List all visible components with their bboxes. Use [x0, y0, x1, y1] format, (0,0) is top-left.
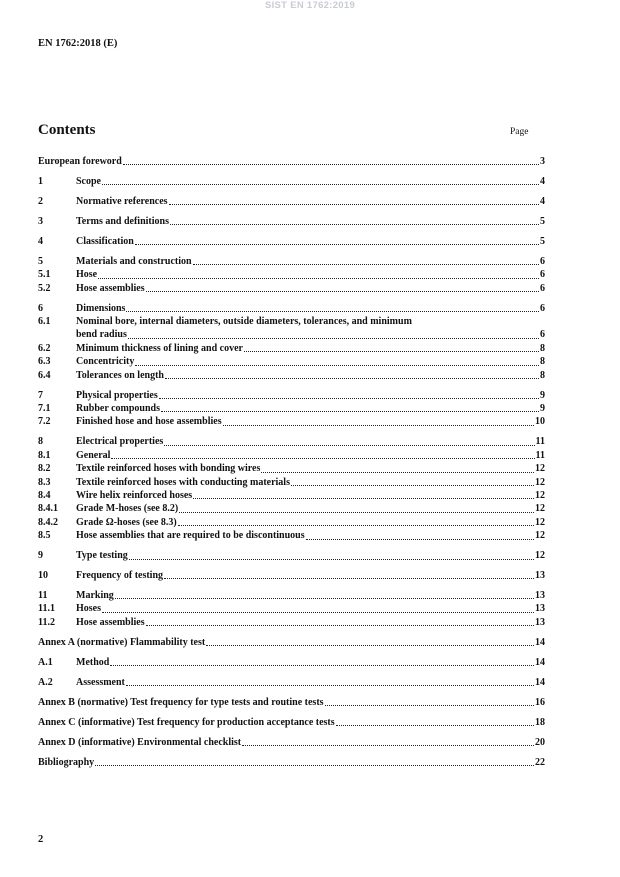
toc-entry-title: Concentricity	[76, 356, 135, 368]
toc-entry[interactable]	[38, 636, 545, 649]
toc-entry-title: Hose assemblies	[76, 616, 145, 628]
toc-entry[interactable]	[38, 549, 545, 562]
toc-entry-page: 13	[535, 616, 545, 628]
toc-entry[interactable]	[38, 449, 545, 462]
toc-entry-number: 7	[38, 389, 43, 401]
toc-entry-page: 12	[535, 503, 545, 515]
toc-entry-number: 6.1	[38, 316, 51, 328]
dot-leader	[126, 685, 534, 686]
toc-entry[interactable]	[38, 656, 545, 669]
dot-leader	[179, 512, 534, 513]
toc-entry-page: 6	[540, 255, 545, 267]
toc-entry[interactable]	[38, 462, 545, 475]
toc-entry-title: Assessment	[76, 676, 125, 688]
dot-leader	[159, 398, 539, 399]
toc-entry[interactable]	[38, 756, 545, 769]
toc-entry-title: Marking	[76, 590, 114, 602]
toc-entry-number: 8.1	[38, 449, 51, 461]
toc-entry-page: 18	[535, 716, 545, 728]
toc-entry[interactable]	[38, 268, 545, 281]
toc-entry-page: 12	[535, 463, 545, 475]
toc-entry-title: Finished hose and hose assemblies	[76, 416, 222, 428]
toc-entry[interactable]	[38, 235, 545, 248]
toc-entry-title-continued: bend radius	[76, 329, 127, 341]
dot-leader	[291, 485, 534, 486]
toc-entry-number: 11.2	[38, 616, 55, 628]
toc-entry-number: 8.4.2	[38, 516, 58, 528]
toc-entry-number: 7.2	[38, 416, 51, 428]
toc-group	[38, 302, 545, 382]
toc-entry-number: 1	[38, 175, 43, 187]
toc-group	[38, 235, 545, 248]
toc-entry[interactable]	[38, 369, 545, 382]
toc-entry[interactable]	[38, 195, 545, 208]
toc-entry-page: 8	[540, 356, 545, 368]
toc-entry-title: Classification	[76, 235, 134, 247]
dot-leader	[244, 351, 539, 352]
toc-entry-title: Hose	[76, 269, 98, 281]
toc-entry-number: 11	[38, 590, 48, 602]
dot-leader	[206, 645, 534, 646]
toc-entry[interactable]	[38, 389, 545, 402]
toc-entry-number: 8.5	[38, 530, 51, 542]
toc-group	[38, 736, 545, 749]
toc-entry-title: Method	[76, 656, 110, 668]
watermark: SIST EN 1762:2019	[264, 0, 356, 11]
toc-entry-title: Minimum thickness of lining and cover	[76, 342, 243, 354]
toc-entry-number: 5.1	[38, 269, 51, 281]
dot-leader	[111, 458, 534, 459]
toc-entry[interactable]	[38, 415, 545, 428]
dot-leader	[95, 765, 534, 766]
dot-leader	[169, 204, 539, 205]
toc-entry-number: A.2	[38, 676, 53, 688]
toc-group	[38, 636, 545, 649]
toc-entry[interactable]	[38, 175, 545, 188]
toc-entry[interactable]	[38, 255, 545, 268]
toc-entry-page: 8	[540, 369, 545, 381]
toc-entry-number: 9	[38, 550, 43, 562]
toc-entry-title: Hoses	[76, 603, 101, 615]
toc-entry-title: Wire helix reinforced hoses	[76, 489, 193, 501]
toc-entry-title: Scope	[76, 175, 101, 187]
dot-leader	[164, 445, 534, 446]
toc-group	[38, 195, 545, 208]
toc-entry-page: 5	[540, 235, 545, 247]
toc-entry-page: 13	[535, 590, 545, 602]
toc-group	[38, 716, 545, 729]
toc-group	[38, 215, 545, 228]
dot-leader	[126, 311, 539, 312]
toc-entry-page: 12	[535, 550, 545, 562]
toc-group	[38, 589, 545, 629]
toc-group	[38, 549, 545, 562]
toc-entry-page: 12	[535, 489, 545, 501]
toc-group	[38, 696, 545, 709]
toc-entry-number: 8.4.1	[38, 503, 58, 515]
dot-leader	[115, 598, 534, 599]
toc-entry-page: 14	[535, 636, 545, 648]
toc-entry-title: Materials and construction	[76, 255, 192, 267]
dot-leader	[135, 365, 539, 366]
dot-leader	[123, 164, 539, 165]
toc-entry[interactable]	[38, 602, 545, 615]
dot-leader	[193, 264, 539, 265]
table-of-contents	[38, 155, 545, 776]
toc-entry-title: Annex B (normative) Test frequency for type tests and routine tests	[38, 696, 324, 708]
toc-entry-page: 6	[540, 329, 545, 341]
dot-leader	[261, 472, 534, 473]
toc-entry-title: Textile reinforced hoses with conducting materials	[76, 476, 290, 488]
toc-group	[38, 255, 545, 295]
toc-entry-number: 6.2	[38, 342, 51, 354]
toc-entry[interactable]	[38, 569, 545, 582]
dot-leader	[336, 725, 534, 726]
toc-entry-page: 14	[535, 676, 545, 688]
dot-leader	[242, 745, 534, 746]
toc-entry-page: 10	[535, 416, 545, 428]
toc-entry[interactable]	[38, 315, 545, 328]
toc-entry-number: 8	[38, 436, 43, 448]
toc-entry-title: Hose assemblies	[76, 282, 145, 294]
toc-entry-page: 20	[535, 736, 545, 748]
toc-entry[interactable]	[38, 696, 545, 709]
toc-entry[interactable]	[38, 716, 545, 729]
toc-entry-title: Bibliography	[38, 756, 95, 768]
toc-entry-number: 5	[38, 255, 43, 267]
toc-entry[interactable]	[38, 736, 545, 749]
toc-entry-page: 5	[540, 215, 545, 227]
toc-entry-number: 6.3	[38, 356, 51, 368]
toc-entry-page: 4	[540, 195, 545, 207]
page-title: Contents	[38, 122, 96, 138]
dot-leader	[102, 612, 534, 613]
toc-entry-page: 11	[535, 449, 545, 461]
dot-leader	[128, 338, 539, 339]
toc-entry-page: 14	[535, 656, 545, 668]
dot-leader	[129, 559, 534, 560]
dot-leader	[170, 224, 539, 225]
toc-entry-page: 12	[535, 530, 545, 542]
toc-entry-number: 6	[38, 302, 43, 314]
toc-group	[38, 435, 545, 542]
dot-leader	[223, 425, 534, 426]
toc-entry[interactable]	[38, 502, 545, 515]
toc-entry-page: 9	[540, 389, 545, 401]
toc-entry-title: Annex A (normative) Flammability test	[38, 636, 206, 648]
toc-entry-page: 3	[540, 155, 545, 167]
toc-group	[38, 569, 545, 582]
toc-entry-title: Annex D (informative) Environmental checklist	[38, 736, 242, 748]
toc-entry-number: 4	[38, 235, 43, 247]
toc-entry[interactable]	[38, 215, 545, 228]
toc-entry-number: 8.4	[38, 489, 51, 501]
dot-leader	[110, 665, 534, 666]
toc-entry-number: 6.4	[38, 369, 51, 381]
toc-entry-page: 13	[535, 570, 545, 582]
document-header: EN 1762:2018 (E)	[38, 38, 118, 49]
toc-entry[interactable]	[38, 489, 545, 502]
toc-entry-number: 7.1	[38, 403, 51, 414]
toc-entry-page: 6	[540, 269, 545, 281]
toc-entry-title: Tolerances on length	[76, 369, 164, 381]
dot-leader	[325, 705, 534, 706]
toc-entry-page: 6	[540, 282, 545, 294]
toc-entry-title: Physical properties	[76, 389, 158, 401]
toc-entry-number: 3	[38, 215, 43, 227]
toc-entry[interactable]	[38, 155, 545, 168]
toc-group	[38, 656, 545, 669]
toc-entry-title: European foreword	[38, 155, 122, 167]
toc-entry-page: 11	[535, 436, 545, 448]
dot-leader	[161, 411, 539, 412]
toc-entry-number: 10	[38, 570, 48, 582]
toc-entry[interactable]	[38, 302, 545, 315]
dot-leader	[135, 244, 539, 245]
dot-leader	[178, 525, 534, 526]
dot-leader	[146, 291, 539, 292]
toc-entry-title: Normative references	[76, 195, 168, 207]
toc-entry-number: 8.2	[38, 463, 51, 475]
dot-leader	[193, 498, 534, 499]
toc-entry[interactable]	[38, 355, 545, 368]
dot-leader	[306, 539, 534, 540]
toc-entry[interactable]	[38, 516, 545, 529]
toc-entry-title: Grade Ω-hoses (see 8.3)	[76, 516, 177, 528]
toc-entry-page: 6	[540, 302, 545, 314]
toc-entry-page: 16	[535, 696, 545, 708]
toc-entry[interactable]	[38, 342, 545, 355]
toc-entry-page: 12	[535, 516, 545, 528]
toc-entry-page: 8	[540, 342, 545, 354]
toc-group	[38, 676, 545, 689]
toc-entry-page: 22	[535, 756, 545, 768]
toc-entry-title: Frequency of testing	[76, 570, 164, 582]
dot-leader	[165, 378, 539, 379]
toc-group	[38, 155, 545, 168]
toc-entry-title: Textile reinforced hoses with bonding wires	[76, 463, 261, 475]
toc-group	[38, 389, 545, 429]
toc-entry-title: Dimensions	[76, 302, 126, 314]
toc-group	[38, 175, 545, 188]
toc-entry[interactable]	[38, 676, 545, 689]
toc-entry-title: Type testing	[76, 550, 128, 562]
page-number: 2	[38, 834, 44, 845]
toc-entry[interactable]	[38, 402, 545, 415]
dot-leader	[146, 625, 534, 626]
dot-leader	[98, 278, 539, 279]
page-column-label: Page	[510, 127, 529, 137]
toc-entry-title: Hose assemblies that are required to be discontinuous	[76, 530, 305, 542]
toc-entry-title: Nominal bore, internal diameters, outside diameters, tolerances, and minimum	[76, 316, 412, 328]
toc-entry[interactable]	[38, 589, 545, 602]
toc-entry-title: Electrical properties	[76, 436, 164, 448]
toc-entry-number: A.1	[38, 656, 53, 668]
toc-group	[38, 756, 545, 769]
toc-entry-title: Terms and definitions	[76, 215, 169, 227]
toc-entry-page: 12	[535, 476, 545, 488]
toc-entry[interactable]	[38, 616, 545, 629]
toc-entry-page: 4	[540, 175, 545, 187]
toc-entry-title: General	[76, 449, 111, 461]
toc-entry[interactable]	[38, 282, 545, 295]
toc-entry-number: 2	[38, 195, 43, 207]
toc-entry-page: 9	[540, 403, 545, 414]
toc-entry-number: 5.2	[38, 282, 51, 294]
toc-entry-number: 11.1	[38, 603, 55, 615]
toc-entry-title: Rubber compounds	[76, 403, 161, 414]
toc-entry-title: Grade M-hoses (see 8.2)	[76, 503, 179, 515]
toc-entry-page: 13	[535, 603, 545, 615]
toc-entry[interactable]	[38, 476, 545, 489]
toc-entry-continuation[interactable]	[38, 328, 545, 341]
toc-entry[interactable]	[38, 435, 545, 448]
toc-entry[interactable]	[38, 529, 545, 542]
toc-entry-title: Annex C (informative) Test frequency for production acceptance tests	[38, 716, 335, 728]
dot-leader	[164, 578, 534, 579]
dot-leader	[102, 184, 539, 185]
toc-entry-number: 8.3	[38, 476, 51, 488]
